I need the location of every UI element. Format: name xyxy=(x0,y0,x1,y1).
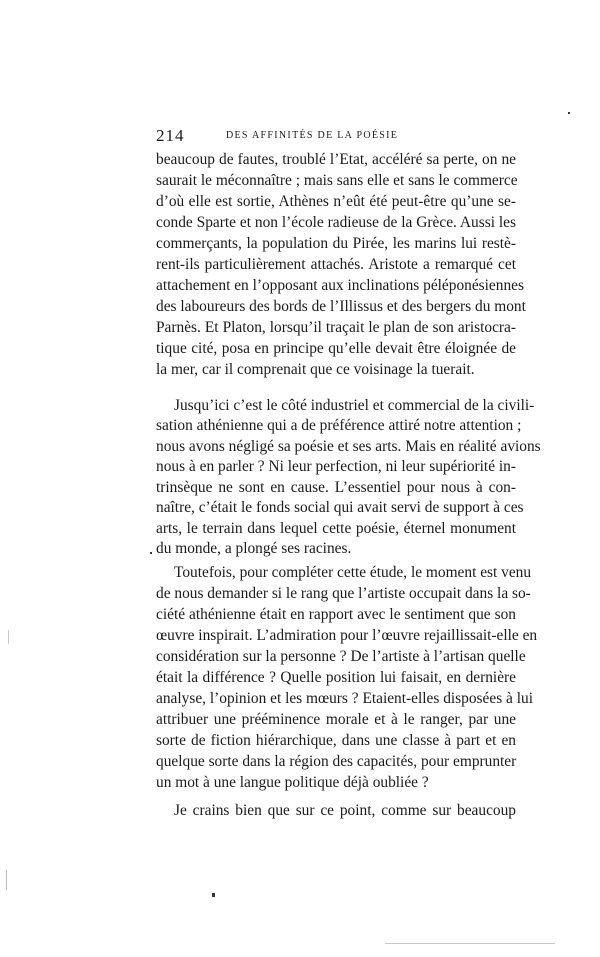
text-line: tique cité, posa en principe qu’elle devait être éloignée de xyxy=(156,340,516,357)
text-line: sorte de fiction hiérarchique, dans une classe à part et en xyxy=(156,732,516,749)
text-line: ciété athénienne était en rapport avec le sentiment que son xyxy=(156,606,516,623)
text-line: considération sur la personne ? De l’artiste à l’artisan quelle xyxy=(156,648,526,665)
paragraph-3 xyxy=(156,563,538,791)
text-line: nous à en parler ? Ni leur perfection, ni leur supériorité in- xyxy=(156,458,516,475)
text-line: nous avons négligé sa poésie et ses arts. Mais en réalité avions xyxy=(156,438,541,455)
text-line: Jusqu’ici c’est le côté industriel et commercial de la civili- xyxy=(174,397,535,414)
text-line: Toutefois, pour compléter cette étude, le moment est venu xyxy=(174,564,532,581)
text-line: saurait le méconnaître ; mais sans elle et sans le commerce xyxy=(156,172,518,189)
text-line: conde Sparte et non l’école radieuse de la Grèce. Aussi les xyxy=(156,214,516,231)
text-line: naître, c’était le fonds social qui avait servi de support à ces xyxy=(156,499,524,516)
scan-speck xyxy=(568,112,570,114)
paragraph-2 xyxy=(156,396,541,561)
text-line: Je crains bien que sur ce point, comme sur beaucoup xyxy=(174,802,516,819)
text-line: quelque sorte dans la région des capacités, pour emprunter xyxy=(156,753,517,770)
text-line: attachement en l’opposant aux inclinations péléponésiennes xyxy=(156,277,524,294)
text-line: des laboureurs des bords de l’Illissus et des bergers du mont xyxy=(156,298,526,315)
text-line: rent-ils particulièrement attachés. Aristote a remarqué cet xyxy=(156,256,516,273)
text-line: était la différence ? Quelle position lui faisait, en dernière xyxy=(156,669,516,686)
text-line: arts, le terrain dans lequel cette poésie, éternel monument xyxy=(156,520,516,537)
text-line: commerçants, la population du Pirée, les marins lui restè- xyxy=(156,235,516,252)
text-line: de nous demander si le rang que l’artiste occupait dans la so- xyxy=(156,585,531,602)
text-line: trinsèque ne sont en cause. L’essentiel pour nous à con- xyxy=(156,479,516,496)
scan-speck xyxy=(8,630,9,644)
text-line: sation athénienne qui a de préférence attiré notre attention ; xyxy=(156,417,522,434)
text-line: œuvre inspirait. L’admiration pour l’œuvre rejaillissait-elle en xyxy=(156,627,538,644)
text-line: analyse, l’opinion et les mœurs ? Etaient-elles disposées à lui xyxy=(156,690,533,707)
text-line: un mot à une langue politique déjà oubliée ? xyxy=(156,774,429,791)
page-header xyxy=(156,126,516,146)
text-line: beaucoup de fautes, troublé l’Etat, accéléré sa perte, on ne xyxy=(156,151,516,168)
page-number: 214 xyxy=(156,126,185,145)
scan-edge-mark xyxy=(385,943,555,944)
text-line: la mer, car il comprenait que ce voisinage la tuerait. xyxy=(156,361,475,378)
text-line: Parnès. Et Platon, lorsqu’il traçait le plan de son aristocra- xyxy=(156,319,516,336)
scan-speck xyxy=(212,893,215,897)
text-line: du monde, a plongé ses racines. xyxy=(156,540,352,557)
paragraph-1 xyxy=(156,150,526,378)
paragraph-4 xyxy=(156,801,516,823)
scan-speck xyxy=(150,552,152,554)
text-line: d’où elle est sortie, Athènes n’eût été peut-être qu’une se- xyxy=(156,193,516,210)
running-title: DES AFFINITÉS DE LA POÉSIE xyxy=(226,130,399,141)
text-line: attribuer une prééminence morale et à le ranger, par une xyxy=(156,711,516,728)
scan-speck xyxy=(6,870,7,890)
